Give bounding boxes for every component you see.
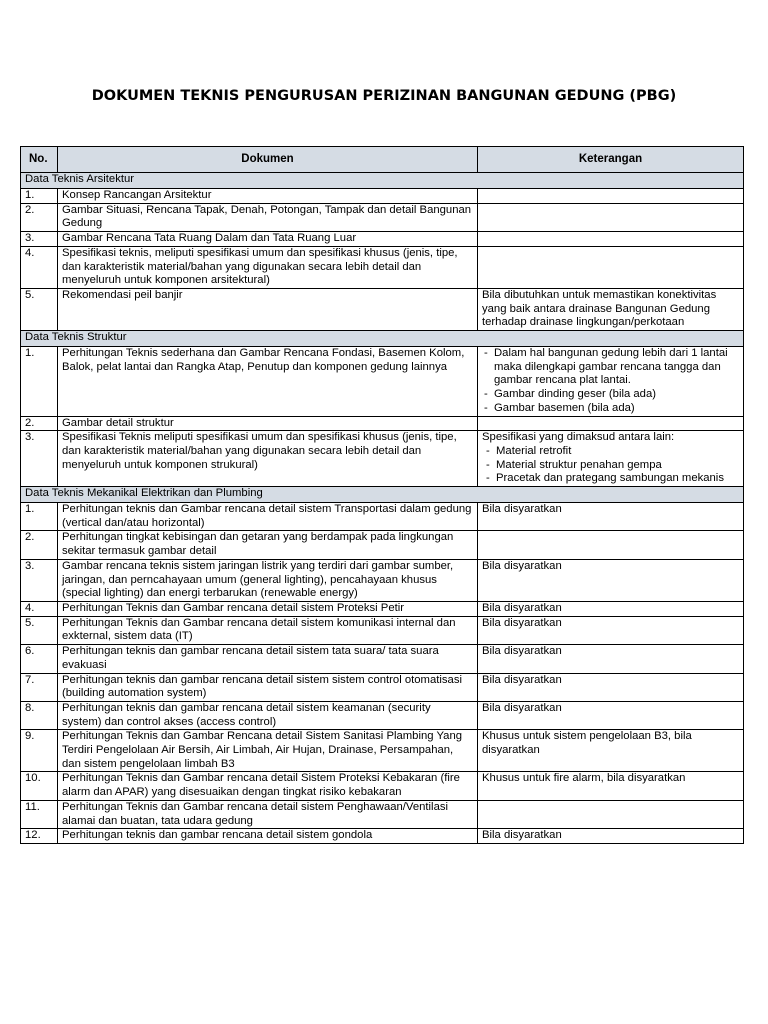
table-row (21, 531, 744, 559)
row-keterangan (478, 800, 744, 828)
keterangan-text: Bila disyaratkan (482, 701, 562, 714)
row-dokumen: Gambar Situasi, Rencana Tapak, Denah, Potongan, Tampak dan detail Bangunan Gedung (58, 203, 478, 231)
row-dokumen: Spesifikasi Teknis meliputi spesifikasi umum dan spesifikasi khusus (jenis, tipe, dan karakteristik material/bahan yang digunakan secara lebih detail dan menyeluruh untuk komponen strukural) (58, 431, 478, 487)
row-number: 12. (21, 829, 58, 844)
row-dokumen: Perhitungan Teknis dan Gambar rencana detail Sistem Proteksi Kebakaran (fire alarm dan APAR) yang disesuaikan dengan tingkat risiko kebakaran (58, 772, 478, 800)
table-row (21, 645, 744, 673)
row-keterangan (478, 673, 744, 701)
row-number: 1. (21, 189, 58, 204)
keterangan-list-item: - Gambar dinding geser (bila ada) (482, 388, 739, 402)
table-row (21, 189, 744, 204)
row-keterangan (478, 288, 744, 330)
row-keterangan (478, 189, 744, 204)
row-dokumen: Gambar rencana teknis sistem jaringan listrik yang terdiri dari gambar sumber, jaringan, dan perncahayaan umum (general lighting), pencahayaan khusus (special lighting) dan energi terbarukan (renewable energy) (58, 559, 478, 601)
keterangan-text: Bila disyaratkan (482, 645, 562, 658)
document-table (20, 146, 744, 844)
row-number: 3. (21, 559, 58, 601)
table-header-row (21, 147, 744, 173)
row-dokumen: Perhitungan Teknis sederhana dan Gambar Rencana Fondasi, Basemen Kolom, Balok, pelat lantai dan Rangka Atap, Penutup dan komponen gedung lainnya (58, 347, 478, 417)
row-dokumen: Konsep Rancangan Arsitektur (58, 189, 478, 204)
page-title: DOKUMEN TEKNIS PENGURUSAN PERIZINAN BANGUNAN GEDUNG (PBG) (91, 88, 677, 104)
row-number: 4. (21, 601, 58, 616)
row-number: 7. (21, 673, 58, 701)
row-keterangan (478, 232, 744, 247)
row-dokumen: Gambar detail struktur (58, 416, 478, 431)
row-keterangan (478, 730, 744, 772)
row-dokumen: Perhitungan teknis dan Gambar rencana detail sistem Transportasi dalam gedung (vertical dan/atau horizontal) (58, 503, 478, 531)
table-row (21, 559, 744, 601)
keterangan-text: Bila disyaratkan (482, 503, 562, 516)
table-body (21, 173, 744, 844)
header-keterangan: Keterangan (478, 147, 744, 173)
row-keterangan (478, 416, 744, 431)
row-keterangan (478, 772, 744, 800)
row-keterangan (478, 246, 744, 288)
keterangan-text: Bila disyaratkan (482, 616, 562, 629)
row-keterangan (478, 601, 744, 616)
keterangan-text: Bila disyaratkan (482, 559, 562, 572)
row-keterangan (478, 531, 744, 559)
row-number: 2. (21, 531, 58, 559)
row-number: 5. (21, 288, 58, 330)
table-row (21, 701, 744, 729)
row-keterangan (478, 829, 744, 844)
table-row (21, 800, 744, 828)
table-row (21, 347, 744, 417)
row-dokumen: Perhitungan Teknis dan Gambar rencana detail sistem Penghawaan/Ventilasi alamai dan buatan, tata udara gedung (58, 800, 478, 828)
row-dokumen: Spesifikasi teknis, meliputi spesifikasi umum dan spesifikasi khusus (jenis, tipe, dan karakteristik material/bahan yang digunakan secara lebih detail dan menyeluruh untuk komponen arsitektural) (58, 246, 478, 288)
table-row (21, 503, 744, 531)
row-dokumen: Perhitungan Teknis dan Gambar rencana detail sistem komunikasi internal dan exkternal, sistem data (IT) (58, 616, 478, 644)
keterangan-list-item: - Pracetak dan prategang sambungan mekanis (484, 472, 739, 486)
keterangan-text: Bila dibutuhkan untuk memastikan konektivitas yang baik antara drainase Bangunan Gedung terhadap drainase lingkungan/perkotaan (482, 288, 717, 329)
section-row (21, 173, 744, 189)
table-row (21, 288, 744, 330)
row-number: 10. (21, 772, 58, 800)
table-row (21, 616, 744, 644)
keterangan-list-item: - Gambar basemen (bila ada) (482, 402, 739, 416)
row-dokumen: Perhitungan teknis dan gambar rencana detail sistem tata suara/ tata suara evakuasi (58, 645, 478, 673)
section-title: Data Teknis Arsitektur (21, 173, 744, 189)
row-dokumen: Gambar Rencana Tata Ruang Dalam dan Tata Ruang Luar (58, 232, 478, 247)
keterangan-list-item: - Material struktur penahan gempa (484, 459, 739, 473)
row-keterangan (478, 701, 744, 729)
row-number: 6. (21, 645, 58, 673)
table-row (21, 203, 744, 231)
section-title: Data Teknis Mekanikal Elektrikan dan Plumbing (21, 487, 744, 503)
row-number: 2. (21, 416, 58, 431)
table-row (21, 601, 744, 616)
table-row (21, 431, 744, 487)
table-row (21, 673, 744, 701)
row-dokumen: Rekomendasi peil banjir (58, 288, 478, 330)
row-number: 1. (21, 503, 58, 531)
keterangan-list (482, 445, 739, 486)
row-keterangan (478, 645, 744, 673)
keterangan-text: Bila disyaratkan (482, 829, 562, 842)
row-keterangan (478, 431, 744, 487)
keterangan-text: Khusus untuk fire alarm, bila disyaratkan (482, 772, 686, 785)
row-number: 1. (21, 347, 58, 417)
table-row (21, 829, 744, 844)
row-number: 2. (21, 203, 58, 231)
row-dokumen: Perhitungan tingkat kebisingan dan getaran yang berdampak pada lingkungan sekitar termasuk gambar detail (58, 531, 478, 559)
row-number: 11. (21, 800, 58, 828)
table-row (21, 730, 744, 772)
keterangan-list-item: - Material retrofit (484, 445, 739, 459)
row-keterangan (478, 347, 744, 417)
row-keterangan (478, 503, 744, 531)
row-dokumen: Perhitungan teknis dan gambar rencana detail sistem gondola (58, 829, 478, 844)
section-row (21, 331, 744, 347)
table-row (21, 416, 744, 431)
row-dokumen: Perhitungan teknis dan gambar rencana detail sistem keamanan (security system) dan control akses (access control) (58, 701, 478, 729)
header-no: No. (21, 147, 58, 173)
row-number: 5. (21, 616, 58, 644)
section-title: Data Teknis Struktur (21, 331, 744, 347)
header-dokumen: Dokumen (58, 147, 478, 173)
table-row (21, 246, 744, 288)
row-number: 3. (21, 431, 58, 487)
table-row (21, 232, 744, 247)
keterangan-list-item: - Dalam hal bangunan gedung lebih dari 1 lantai maka dilengkapi gambar rencana tangga dan gambar rencana plat lantai. (482, 347, 739, 388)
keterangan-text: Khusus untuk sistem pengelolaan B3, bila disyaratkan (482, 730, 692, 757)
keterangan-text: Bila disyaratkan (482, 601, 562, 614)
section-row (21, 487, 744, 503)
row-dokumen: Perhitungan Teknis dan Gambar rencana detail sistem Proteksi Petir (58, 601, 478, 616)
row-number: 8. (21, 701, 58, 729)
table-row (21, 772, 744, 800)
row-keterangan (478, 203, 744, 231)
row-keterangan (478, 616, 744, 644)
keterangan-list (482, 347, 739, 416)
row-number: 9. (21, 730, 58, 772)
row-number: 3. (21, 232, 58, 247)
row-keterangan (478, 559, 744, 601)
row-number: 4. (21, 246, 58, 288)
keterangan-text: Spesifikasi yang dimaksud antara lain: (482, 431, 675, 444)
row-dokumen: Perhitungan teknis dan gambar rencana detail sistem sistem control otomatisasi (building automation system) (58, 673, 478, 701)
keterangan-text: Bila disyaratkan (482, 673, 562, 686)
row-dokumen: Perhitungan Teknis dan Gambar Rencana detail Sistem Sanitasi Plambing Yang Terdiri Pengelolaan Air Bersih, Air Limbah, Air Hujan, Drainase, Persampahan, dan sistem pengelolaan limbah B3 (58, 730, 478, 772)
